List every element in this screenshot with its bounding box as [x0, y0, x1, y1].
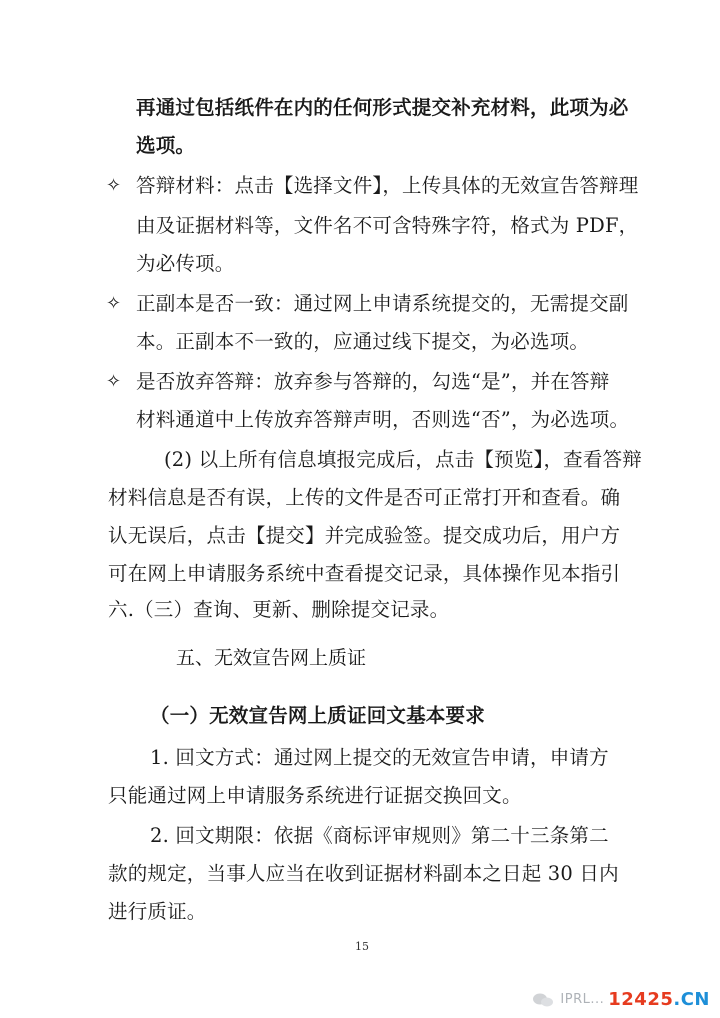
item2-line-2: 款的规定，当事人应当在收到证据材料副本之日起 30 日内	[108, 862, 619, 885]
site-watermark	[532, 989, 710, 1010]
wechat-logo-icon	[532, 992, 554, 1008]
watermark-suffix: .CN	[673, 989, 710, 1010]
item2-line-3: 进行质证。	[108, 900, 207, 923]
item1-line-1: 1. 回文方式：通过网上提交的无效宣告申请，申请方	[150, 746, 609, 769]
item2-line-1: 2. 回文期限：依据《商标评审规则》第二十三条第二	[150, 824, 609, 847]
diamond-bullet-icon: ✧	[106, 371, 122, 392]
para2-line-4: 可在网上申请服务系统中查看提交记录，具体操作见本指引	[108, 562, 621, 585]
bullet-1-line-1: 答辩材料：点击【选择文件】，上传具体的无效宣告答辩理	[136, 174, 639, 197]
section-heading: 五、无效宣告网上质证	[176, 647, 367, 669]
para2-line-5: 六.（三）查询、更新、删除提交记录。	[108, 598, 450, 621]
watermark-number: 12425	[608, 989, 674, 1010]
bullet-1-line-2: 由及证据材料等，文件名不可含特殊字符，格式为 PDF，	[136, 214, 639, 237]
bullet-3-line-2: 材料通道中上传放弃答辩声明，否则选“否”，为必选项。	[136, 408, 630, 431]
item1-line-2: 只能通过网上申请服务系统进行证据交换回文。	[108, 784, 522, 807]
para2-line-3: 认无误后，点击【提交】并完成验签。提交成功后，用户方	[108, 524, 621, 547]
para2-line-2: 材料信息是否有误，上传的文件是否可正常打开和查看。确	[108, 486, 621, 509]
subsection-heading: （一）无效宣告网上质证回文基本要求	[150, 704, 485, 727]
bullet-3-line-1: 是否放弃答辩：放弃参与答辩的，勾选“是”，并在答辩	[136, 370, 610, 393]
diamond-bullet-icon: ✧	[106, 175, 122, 196]
bullet-2-line-1: 正副本是否一致：通过网上申请系统提交的，无需提交副	[136, 292, 629, 315]
bullet-2-line-2: 本。正副本不一致的，应通过线下提交，为必选项。	[136, 330, 590, 353]
intro-line-1: 再通过包括纸件在内的任何形式提交补充材料，此项为必	[136, 96, 629, 119]
watermark-faint-text: IPRL...	[560, 992, 605, 1007]
page-number: 15	[355, 940, 369, 953]
intro-line-2: 选项。	[136, 134, 196, 157]
bullet-1-line-3: 为必传项。	[136, 252, 235, 275]
para2-line-1: (2) 以上所有信息填报完成后，点击【预览】，查看答辩	[164, 448, 642, 471]
diamond-bullet-icon: ✧	[106, 293, 122, 314]
